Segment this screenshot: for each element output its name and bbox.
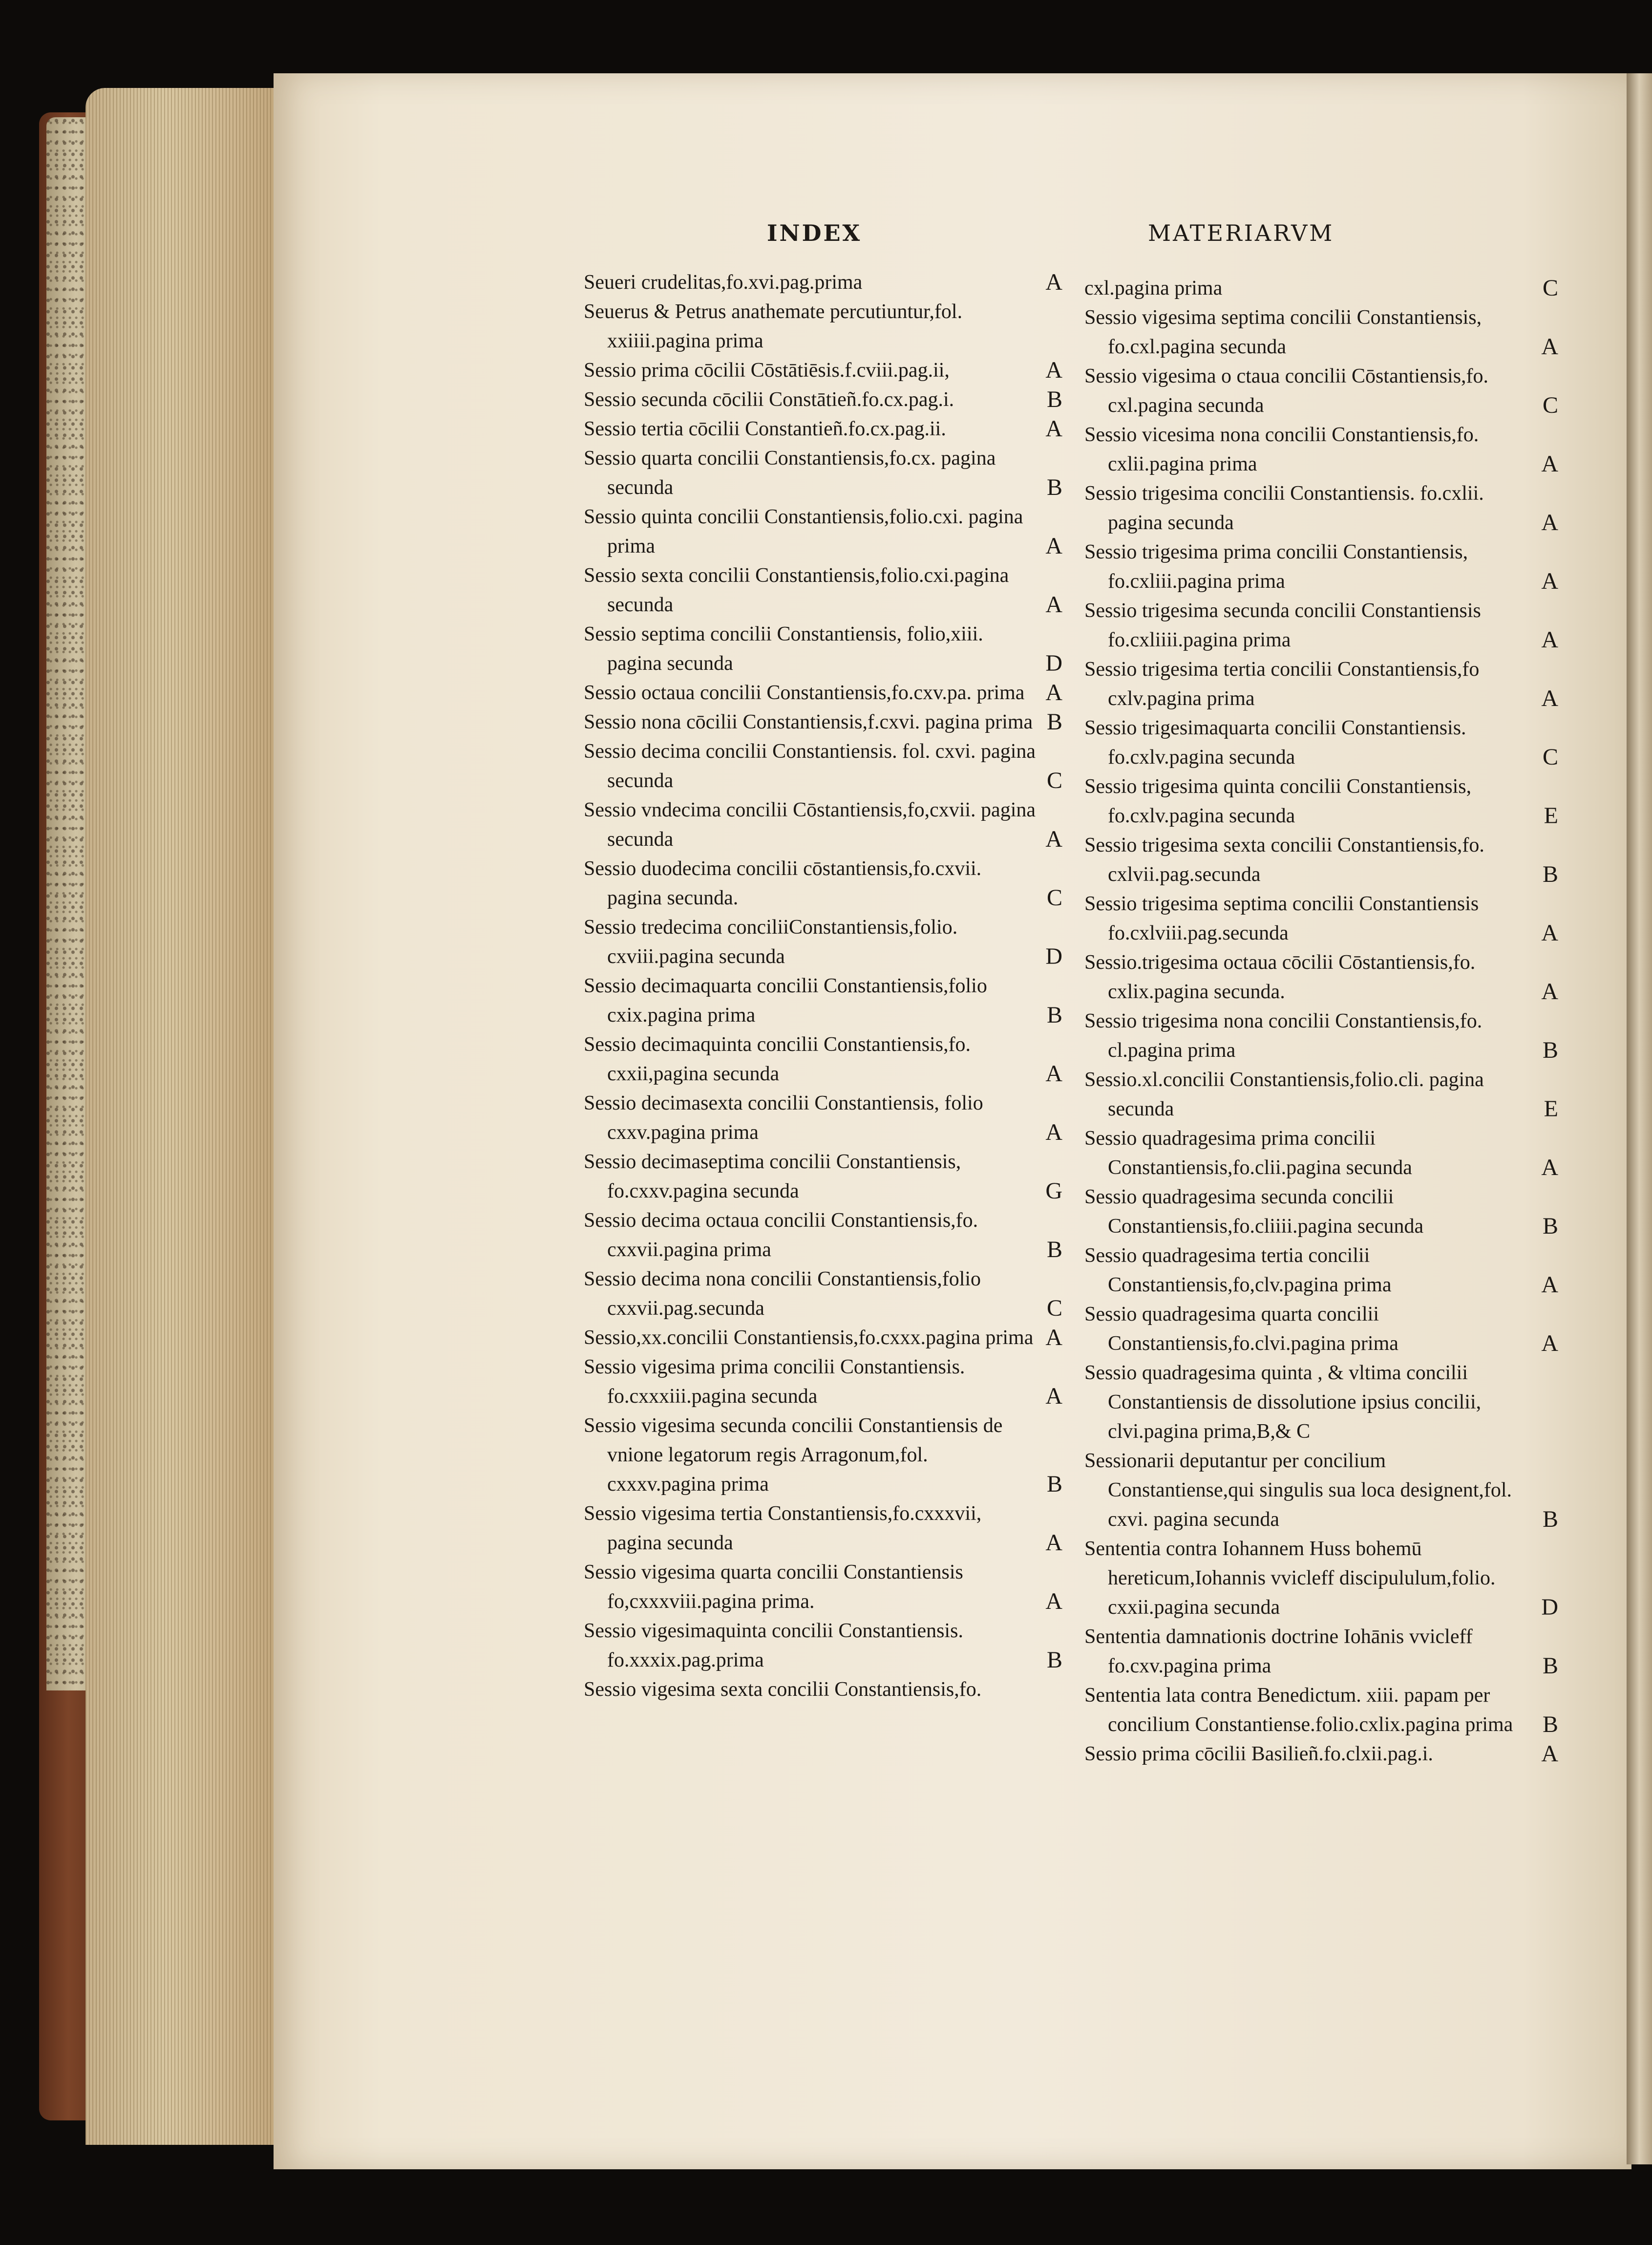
index-entry	[1084, 655, 1558, 713]
index-entry-text: Sessio nona cōcilii Constantiensis,f.cxvi. pagina prima	[584, 711, 1033, 733]
index-entry-text: Sessio prima cōcilii Basilieñ.fo.clxii.pag.i.	[1084, 1743, 1433, 1765]
index-entry	[584, 1089, 1062, 1147]
index-entry-letter: A	[1541, 568, 1558, 594]
index-entry	[1084, 1739, 1558, 1769]
index-entry-text: Sessio.xl.concilii Constantiensis,folio.cli. pagina secunda	[1084, 1069, 1484, 1120]
index-entry	[584, 502, 1062, 561]
index-entry	[584, 1264, 1062, 1323]
index-entry-text: Sessio vigesima septima concilii Constantiensis, fo.cxl.pagina secunda	[1084, 306, 1482, 358]
index-entry-text: Sessio secunda cōcilii Constātieñ.fo.cx.pag.i.	[584, 388, 954, 411]
index-column-right	[1084, 274, 1558, 1769]
index-entry	[1084, 537, 1558, 596]
index-entry	[584, 414, 1062, 444]
index-entry	[1084, 1300, 1558, 1358]
index-entry-letter: D	[1045, 650, 1062, 676]
index-entry	[584, 1499, 1062, 1558]
index-entry	[584, 444, 1062, 502]
index-entry-letter: C	[1046, 1295, 1062, 1321]
index-entry-text: Sessio trigesimaquarta concilii Constantiensis. fo.cxlv.pagina secunda	[1084, 717, 1466, 769]
index-entry-letter: C	[1542, 392, 1558, 418]
index-entry-letter: A	[1045, 1530, 1062, 1556]
index-entry	[1084, 1124, 1558, 1182]
index-entry-text: Sessio quadragesima quarta concilii Constantiensis,fo.clvi.pagina prima	[1084, 1303, 1398, 1355]
index-entry-letter: D	[1541, 1594, 1558, 1620]
index-entry	[584, 1030, 1062, 1089]
index-entry-text: Sessio vigesima sexta concilii Constantiensis,fo.	[584, 1678, 982, 1701]
index-entry	[584, 1411, 1062, 1499]
index-entry-letter: B	[1542, 1653, 1558, 1679]
index-entry-text: cxl.pagina prima	[1084, 277, 1223, 299]
index-entry	[584, 795, 1062, 854]
index-entry-text: Sessio,xx.concilii Constantiensis,fo.cxxx.pagina prima	[584, 1326, 1034, 1349]
index-entry-text: Sessio quinta concilii Constantiensis,folio.cxi. pagina prima	[584, 506, 1023, 557]
index-entry-text: Sententia contra Iohannem Huss bohemū hereticum,Iohannis vvicleff discipululum,folio. cxxii.pagina secunda	[1084, 1538, 1496, 1619]
index-entry-text: Sessio vigesima o ctaua concilii Cōstantiensis,fo. cxl.pagina secunda	[1084, 365, 1489, 417]
index-entry-letter: A	[1541, 920, 1558, 946]
index-entry	[584, 1616, 1062, 1675]
index-entry-text: Sessio trigesima sexta concilii Constantiensis,fo. cxlvii.pag.secunda	[1084, 834, 1484, 886]
index-entry-letter: A	[1045, 1061, 1062, 1087]
index-entry	[584, 1675, 1062, 1704]
index-entry-text: Sessio trigesima tertia concilii Constantiensis,fo cxlv.pagina prima	[1084, 658, 1480, 710]
index-entry	[584, 1352, 1062, 1411]
index-entry-letter: G	[1045, 1178, 1062, 1204]
index-entry-text: Sessio trigesima septima concilii Constantiensis fo.cxlviii.pag.secunda	[1084, 893, 1479, 944]
index-entry	[584, 297, 1062, 356]
index-entry-letter: B	[1046, 1647, 1062, 1673]
index-entry-letter: B	[1542, 861, 1558, 887]
index-entry-letter: A	[1541, 510, 1558, 535]
index-entry-text: Sessio trigesima secunda concilii Constantiensis fo.cxliiii.pagina prima	[1084, 599, 1481, 651]
index-entry	[1084, 1241, 1558, 1300]
index-entry-letter: C	[1542, 744, 1558, 770]
index-entry-text: Sessio decima octaua concilii Constantiensis,fo. cxxvii.pagina prima	[584, 1209, 978, 1261]
index-entry-letter: B	[1046, 386, 1062, 412]
index-entry	[584, 620, 1062, 678]
index-entry	[584, 1147, 1062, 1206]
index-entry	[1084, 362, 1558, 420]
index-entry	[1084, 1446, 1558, 1534]
running-header-left: INDEX	[767, 220, 862, 246]
index-entry-text: Sessio vigesimaquinta concilii Constantiensis. fo.xxxix.pag.prima	[584, 1620, 963, 1671]
index-entry-text: Sessio quarta concilii Constantiensis,fo.cx. pagina secunda	[584, 447, 996, 499]
facing-page-edge	[1627, 73, 1652, 2164]
index-entry	[584, 707, 1062, 737]
index-entry-text: Sessio decima nona concilii Constantiensis,folio cxxvii.pag.secunda	[584, 1268, 981, 1320]
index-entry-letter: B	[1046, 1002, 1062, 1028]
index-entry-text: Sessio quadragesima secunda concilii Constantiensis,fo.cliiii.pagina secunda	[1084, 1186, 1424, 1238]
index-entry-letter: B	[1542, 1213, 1558, 1239]
index-entry-letter: A	[1045, 357, 1062, 383]
index-entry-letter: E	[1544, 803, 1558, 829]
index-entry-letter: C	[1046, 885, 1062, 911]
index-entry	[584, 268, 1062, 297]
index-column-left	[584, 268, 1062, 1704]
index-entry	[1084, 1622, 1558, 1681]
index-entry-text: Sessio decimaquinta concilii Constantiensis,fo. cxxii,pagina secunda	[584, 1033, 971, 1085]
index-entry	[584, 854, 1062, 913]
index-entry-text: Sessio vigesima quarta concilii Constantiensis fo,cxxxviii.pagina prima.	[584, 1561, 963, 1613]
index-entry-letter: C	[1542, 275, 1558, 301]
index-entry-letter: B	[1046, 709, 1062, 735]
index-entry-letter: A	[1541, 1741, 1558, 1767]
index-entry-text: Sessio vndecima concilii Cōstantiensis,fo,cxvii. pagina secunda	[584, 799, 1036, 851]
index-entry-text: Sessionarii deputantur per concilium Constantiense,qui singulis sua loca designent,fol. cxvi. pagina secunda	[1084, 1450, 1512, 1531]
index-entry-letter: D	[1045, 943, 1062, 969]
index-entry	[1084, 772, 1558, 831]
index-entry-text: Sententia lata contra Benedictum. xiii. papam per concilium Constantiense.folio.cxlix.pagina prima	[1084, 1684, 1513, 1736]
index-entry-letter: A	[1045, 269, 1062, 295]
index-entry-text: Sessio quadragesima quinta , & vltima concilii Constantiensis de dissolutione ipsius concilii, clvi.pagina prima,B,& C	[1084, 1362, 1482, 1443]
index-entry-letter: A	[1045, 592, 1062, 618]
index-entry-letter: B	[1542, 1711, 1558, 1737]
index-entry	[1084, 420, 1558, 479]
index-entry-text: Sessio trigesima nona concilii Constantiensis,fo. cl.pagina prima	[1084, 1010, 1483, 1062]
index-entry	[1084, 1681, 1558, 1739]
index-entry-text: Sessio prima cōcilii Cōstātiēsis.f.cviii.pag.ii,	[584, 359, 950, 382]
index-entry-letter: B	[1542, 1037, 1558, 1063]
index-entry	[584, 913, 1062, 971]
index-entry	[1084, 1182, 1558, 1241]
index-entry	[1084, 479, 1558, 537]
index-entry-text: Sessio septima concilii Constantiensis, folio,xiii. pagina secunda	[584, 623, 983, 675]
index-entry	[584, 1558, 1062, 1616]
index-entry-text: Sessio quadragesima tertia concilii Constantiensis,fo,clv.pagina prima	[1084, 1244, 1392, 1296]
index-entry-letter: E	[1544, 1096, 1558, 1122]
running-header-right: MATERIARVM	[1148, 220, 1334, 246]
index-entry-letter: A	[1045, 416, 1062, 442]
index-entry-letter: B	[1046, 474, 1062, 500]
index-entry-text: Seuerus & Petrus anathemate percutiuntur,fol. xxiiii.pagina prima	[584, 300, 963, 352]
index-entry-text: Sessio vigesima secunda concilii Constantiensis de vnione legatorum regis Arragonum,fol. cxxxv.pagina prima	[584, 1414, 1003, 1496]
index-entry-letter: B	[1046, 1237, 1062, 1262]
index-entry	[1084, 889, 1558, 948]
index-entry	[584, 1323, 1062, 1352]
index-entry	[1084, 1006, 1558, 1065]
index-entry-letter: A	[1045, 1588, 1062, 1614]
index-entry-letter: B	[1542, 1506, 1558, 1532]
index-entry	[1084, 831, 1558, 889]
index-entry-text: Sessio.trigesima octaua cōcilii Cōstantiensis,fo. cxlix.pagina secunda.	[1084, 951, 1476, 1003]
index-entry	[584, 561, 1062, 620]
index-entry-text: Sessio trigesima quinta concilii Constantiensis, fo.cxlv.pagina secunda	[1084, 775, 1472, 827]
index-entry	[584, 971, 1062, 1030]
index-entry-text: Sessio tredecima conciliiConstantiensis,folio. cxviii.pagina secunda	[584, 916, 958, 968]
index-entry-text: Sessio octaua concilii Constantiensis,fo.cxv.pa. prima	[584, 682, 1025, 704]
index-entry-letter: A	[1045, 826, 1062, 852]
index-entry	[1084, 303, 1558, 362]
index-entry-letter: A	[1045, 1119, 1062, 1145]
index-entry-letter: A	[1541, 1155, 1558, 1180]
index-entry	[584, 356, 1062, 385]
index-entry-text: Sessio trigesima prima concilii Constantiensis, fo.cxliii.pagina prima	[1084, 541, 1468, 593]
index-entry-text: Sessio decimaquarta concilii Constantiensis,folio cxix.pagina prima	[584, 975, 987, 1026]
index-entry-letter: A	[1045, 1325, 1062, 1350]
index-entry-letter: B	[1046, 1471, 1062, 1497]
index-entry-letter: A	[1541, 979, 1558, 1005]
index-entry-text: Sententia damnationis doctrine Iohānis vvicleff fo.cxv.pagina prima	[1084, 1625, 1473, 1677]
index-entry	[1084, 1534, 1558, 1622]
index-entry	[1084, 1065, 1558, 1124]
index-entry-text: Sessio vigesima prima concilii Constantiensis. fo.cxxxiii.pagina secunda	[584, 1356, 965, 1408]
index-entry-text: Sessio quadragesima prima concilii Constantiensis,fo.clii.pagina secunda	[1084, 1127, 1412, 1179]
index-entry-text: Sessio decima concilii Constantiensis. fol. cxvi. pagina secunda	[584, 740, 1036, 792]
index-entry-text: Sessio trigesima concilii Constantiensis. fo.cxlii. pagina secunda	[1084, 482, 1484, 534]
index-entry-letter: A	[1541, 627, 1558, 653]
index-entry-text: Sessio decimasexta concilii Constantiensis, folio cxxv.pagina prima	[584, 1092, 983, 1144]
index-entry-text: Sessio vigesima tertia Constantiensis,fo.cxxxvii, pagina secunda	[584, 1502, 982, 1554]
index-entry-text: Seueri crudelitas,fo.xvi.pag.prima	[584, 271, 863, 294]
index-entry	[1084, 274, 1558, 303]
index-entry	[584, 385, 1062, 414]
index-entry	[1084, 596, 1558, 655]
index-entry-text: Sessio tertia cōcilii Constantieñ.fo.cx.pag.ii.	[584, 418, 946, 440]
index-entry-letter: A	[1541, 1330, 1558, 1356]
index-entry	[1084, 713, 1558, 772]
index-entry-letter: C	[1046, 768, 1062, 793]
index-entry	[584, 678, 1062, 707]
index-entry-text: Sessio vicesima nona concilii Constantiensis,fo. cxlii.pagina prima	[1084, 424, 1479, 475]
index-entry-letter: A	[1541, 334, 1558, 360]
index-entry	[1084, 948, 1558, 1006]
index-entry	[584, 1206, 1062, 1264]
index-entry-text: Sessio duodecima concilii cōstantiensis,fo.cxvii. pagina secunda.	[584, 857, 982, 909]
index-entry-letter: A	[1045, 680, 1062, 706]
index-entry-letter: A	[1045, 533, 1062, 559]
index-entry	[584, 737, 1062, 795]
index-entry-text: Sessio decimaseptima concilii Constantiensis, fo.cxxv.pagina secunda	[584, 1151, 961, 1202]
index-entry-letter: A	[1541, 1272, 1558, 1298]
index-entry-text: Sessio sexta concilii Constantiensis,folio.cxi.pagina secunda	[584, 564, 1009, 616]
index-entry-letter: A	[1045, 1383, 1062, 1409]
index-entry-letter: A	[1541, 685, 1558, 711]
index-entry-letter: A	[1541, 451, 1558, 477]
index-entry	[1084, 1358, 1558, 1446]
